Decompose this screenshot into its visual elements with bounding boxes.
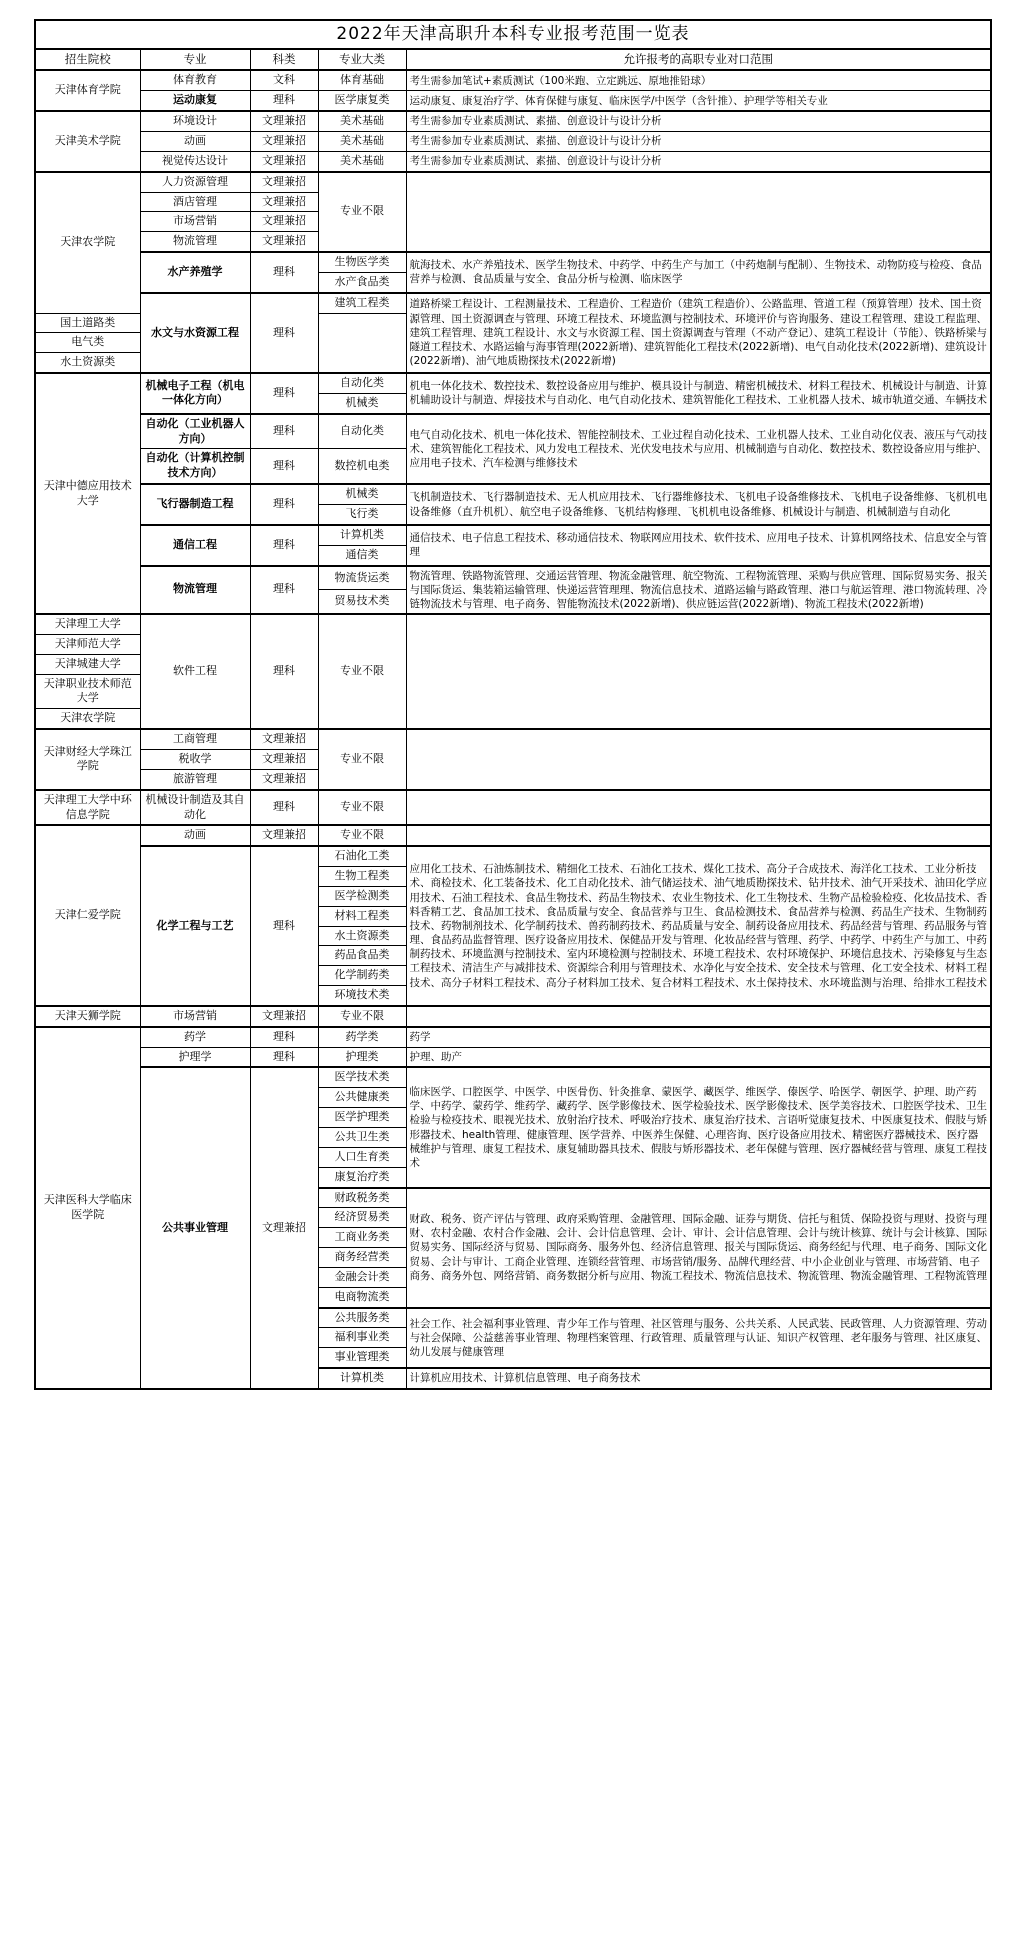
dalei-cell: 药学类 [318,1027,406,1047]
table-row [35,1067,991,1087]
dalei-cell: 美术基础 [318,111,406,131]
dalei-cell: 福利事业类 [318,1328,406,1348]
table-row [35,151,991,171]
range-cell: 社会工作、社会福利事业管理、青少年工作与管理、社区管理与服务、公共关系、人民武装、民政管理、人力资源管理、劳动与社会保障、公益慈善事业管理、物理档案管理、行政管理、质量管理与认证、知识产权管理、老年服务与管理、社区康复、幼儿发展与健康管理 [406,1308,991,1369]
major-cell: 体育教育 [140,70,250,90]
kelei-cell: 理科 [250,414,318,449]
dalei-cell: 护理类 [318,1047,406,1067]
header-school: 招生院校 [35,49,140,71]
dalei-cell: 药品食品类 [318,946,406,966]
range-cell [406,825,991,846]
kelei-cell: 文理兼招 [250,1006,318,1027]
kelei-cell: 文理兼招 [250,1067,318,1389]
table-row [35,111,991,131]
kelei-cell: 理科 [250,525,318,566]
kelei-cell: 理科 [250,293,318,373]
table-row [35,172,991,192]
major-cell: 动画 [140,131,250,151]
dalei-cell: 体育基础 [318,70,406,90]
major-cell: 运动康复 [140,91,250,111]
major-cell: 环境设计 [140,111,250,131]
major-cell: 旅游管理 [140,769,250,789]
dalei-cell: 计算机类 [318,525,406,545]
range-cell: 考生需参加专业素质测试、素描、创意设计与设计分析 [406,131,991,151]
range-cell [406,172,991,252]
kelei-cell: 文理兼招 [250,172,318,192]
dalei-cell: 专业不限 [318,790,406,826]
range-cell: 航海技术、水产养殖技术、医学生物技术、中药学、中药生产与加工（中药炮制与配制）、生物技术、动物防疫与检疫、食品营养与检测、食品质量与安全、食品分析与检测、临床医学 [406,252,991,293]
table-row [35,252,991,272]
dalei-cell: 医学护理类 [318,1108,406,1128]
major-cell: 视觉传达设计 [140,151,250,171]
school-shifan: 天津师范大学 [35,634,140,654]
kelei-cell: 理科 [250,790,318,826]
range-cell: 物流管理、铁路物流管理、交通运营管理、物流金融管理、航空物流、工程物流管理、采购与供应管理、国际贸易实务、报关与国际货运、集装箱运输管理、快递运营管理理、物流信息技术、道路运输与路政管理、港口与航运管理、港口物流转理、冷链物流技术与管理、电子商务、智能物流技术(2022新增)、供应链运营(2022新增)、物流工程技术(2022新增) [406,566,991,615]
page-title: 2022年天津高职升本科专业报考范围一览表 [35,20,991,49]
major-cell: 护理学 [140,1047,250,1067]
school-nongxue: 天津农学院 [35,172,140,313]
kelei-cell: 理科 [250,484,318,525]
dalei-cell: 国土道路类 [35,313,140,333]
major-cell: 市场营销 [140,1006,250,1027]
dalei-cell: 数控机电类 [318,449,406,484]
range-cell: 道路桥梁工程设计、工程测量技术、工程造价、工程造价（建筑工程造价）、公路监理、管道工程（预算管理）技术、国土资源管理、国土资源调查与管理、环境工程技术、环境监测与控制技术、环境评价与咨询服务、建设工程管理、建设工程监理、建筑工程管理、建筑工程设计、水文与水资源工程、国土资源调查与管理（不动产登记）、建筑工程设计（节能）、铁路桥梁与隧道工程技术、水路运输与海事管理(2022新增)、建筑智能化工程技术(2022新增)、电气自动化技术(2022新增)、建筑设计(2022新增)、油气地质勘探技术(2022新增) [406,293,991,373]
dalei-cell: 康复治疗类 [318,1167,406,1187]
table-row [35,825,991,846]
table-row [35,484,991,504]
table-row [35,1047,991,1067]
range-cell: 考生需参加专业素质测试、素描、创意设计与设计分析 [406,151,991,171]
dalei-cell: 专业不限 [318,1006,406,1027]
table-row [35,729,991,749]
dalei-cell: 医学技术类 [318,1067,406,1087]
dalei-cell: 电气类 [35,333,140,353]
table-row [35,131,991,151]
kelei-cell: 文理兼招 [250,749,318,769]
major-cell: 软件工程 [140,614,250,729]
table-row [35,1027,991,1047]
major-cell: 自动化（计算机控制技术方向） [140,449,250,484]
dalei-cell: 工商业务类 [318,1228,406,1248]
dalei-cell: 通信类 [318,545,406,565]
dalei-cell: 水土资源类 [318,926,406,946]
school-renai: 天津仁爱学院 [35,825,140,1006]
dalei-cell: 飞行类 [318,505,406,525]
major-cell: 药学 [140,1027,250,1047]
dalei-cell: 生物工程类 [318,867,406,887]
kelei-cell: 文理兼招 [250,729,318,749]
major-cell: 税收学 [140,749,250,769]
range-cell: 应用化工技术、石油炼制技术、精细化工技术、石油化工技术、煤化工技术、高分子合成技术、海洋化工技术、工业分析技术、商检技术、化工装备技术、化工自动化技术、油气储运技术、油气地质勘探技术、钻井技术、油气开采技术、油田化学应用技术、石油工程技术、食品生物技术、药品生物技术、农业生物技术、化工生物技术、生物产品检验检疫、化妆品技术、香料香精工艺、食品加工技术、食品质量与安全、食品营养与卫生、食品检测技术、食品营养与检测、药品生产技术、生物制药技术、药物制剂技术、化学制药技术、兽药制药技术、药品质量与安全、制药设备应用技术、药品经营与管理、药品服务与管理、食品药品监督管理、医疗设备应用技术、保健品开发与管理、化妆品经营与管理、药学、中药学、中药生产与加工、中药制药技术、环境监测与控制技术、室内环境检测与控制技术、环境工程技术、农村环境保护、环境信息技术、污染修复与生态工程技术、清洁生产与减排技术、资源综合利用与管理技术、水净化与安全技术、安全技术与管理、化工安全技术、材料工程技术、高分子材料工程技术、高分子材料加工技术、复合材料工程技术、水土保持技术、水环境监测与治理、给排水工程技术 [406,846,991,1006]
school-caijing-zhujiang: 天津财经大学珠江学院 [35,729,140,790]
table-row [35,414,991,449]
major-cell: 物流管理 [140,566,250,615]
header-kelei: 科类 [250,49,318,71]
table-row [35,70,991,90]
dalei-cell: 贸易技术类 [318,590,406,614]
dalei-cell: 物流货运类 [318,566,406,590]
kelei-cell: 理科 [250,373,318,414]
table-title-row [35,20,991,49]
school-zhongde: 天津中德应用技术大学 [35,373,140,614]
dalei-cell: 专业不限 [318,614,406,729]
kelei-cell: 理科 [250,566,318,615]
school-yike-linchuang: 天津医科大学临床医学院 [35,1027,140,1389]
dalei-cell: 医学检测类 [318,886,406,906]
school-ligong: 天津理工大学 [35,614,140,634]
major-cell: 水文与水资源工程 [140,293,250,373]
dalei-cell: 计算机类 [318,1368,406,1389]
major-cell: 水产养殖学 [140,252,250,293]
kelei-cell: 文理兼招 [250,825,318,846]
major-cell: 飞行器制造工程 [140,484,250,525]
kelei-cell: 文理兼招 [250,232,318,252]
table-row [35,293,991,313]
dalei-cell: 材料工程类 [318,906,406,926]
table-row [35,91,991,111]
range-cell [406,1006,991,1027]
table-row [35,525,991,545]
dalei-cell: 专业不限 [318,172,406,252]
kelei-cell: 理科 [250,1047,318,1067]
school-ligong-zhonghuan: 天津理工大学中环信息学院 [35,790,140,826]
major-cell: 机械电子工程（机电一体化方向） [140,373,250,414]
range-cell: 通信技术、电子信息工程技术、移动通信技术、物联网应用技术、软件技术、应用电子技术、计算机网络技术、信息安全与管理 [406,525,991,566]
dalei-cell: 自动化类 [318,373,406,393]
major-cell: 通信工程 [140,525,250,566]
kelei-cell: 理科 [250,1027,318,1047]
kelei-cell: 文理兼招 [250,212,318,232]
range-cell: 飞机制造技术、飞行器制造技术、无人机应用技术、飞行器维修技术、飞机电子设备维修技术、飞机电子设备维修、飞机机电设备维修（直升机机）、航空电子设备维修、飞机结构修理、飞机机电设备维修、机械设计与制造、机械制造与自动化 [406,484,991,525]
major-cell: 市场营销 [140,212,250,232]
kelei-cell: 文理兼招 [250,131,318,151]
dalei-cell: 金融会计类 [318,1267,406,1287]
kelei-cell: 文理兼招 [250,111,318,131]
header-dalei: 专业大类 [318,49,406,71]
dalei-cell: 商务经营类 [318,1248,406,1268]
dalei-cell: 水土资源类 [35,353,140,373]
kelei-cell: 理科 [250,91,318,111]
table-row [35,790,991,826]
range-cell: 药学 [406,1027,991,1047]
major-cell: 机械设计制造及其自动化 [140,790,250,826]
header-major: 专业 [140,49,250,71]
dalei-cell: 环境技术类 [318,986,406,1006]
range-cell [406,729,991,790]
table-header-row [35,49,991,71]
range-cell: 电气自动化技术、机电一体化技术、智能控制技术、工业过程自动化技术、工业机器人技术、工业自动化仪表、液压与气动技术、建筑智能化工程技术、风力发电工程技术、光伏发电技术与应用、机械制造与自动化、数控技术、数控设备应用与维护、应用电子技术、汽车检测与维修技术 [406,414,991,484]
dalei-cell: 建筑工程类 [318,293,406,313]
dalei-cell: 自动化类 [318,414,406,449]
range-cell: 运动康复、康复治疗学、体育保健与康复、临床医学/中医学（含针推）、护理学等相关专业 [406,91,991,111]
school-zhiyeshifan: 天津职业技术师范大学 [35,674,140,709]
dalei-cell: 公共健康类 [318,1088,406,1108]
dalei-cell: 人口生育类 [318,1147,406,1167]
major-cell: 人力资源管理 [140,172,250,192]
range-cell: 护理、助产 [406,1047,991,1067]
dalei-cell: 公共服务类 [318,1308,406,1328]
kelei-cell: 理科 [250,614,318,729]
dalei-cell: 石油化工类 [318,846,406,866]
school-nongxue2: 天津农学院 [35,709,140,729]
range-cell: 财政、税务、资产评估与管理、政府采购管理、金融管理、国际金融、证券与期货、信托与租赁、保险投资与理财、投资与理财、农村金融、农村合作金融、会计、会计信息管理、会计、审计、会计信息管理、会计与统计核算、统计与会计核算、国际贸易实务、国际经济与贸易、国际商务、服务外包、经济信息管理、报关与国际货运、商务经纪与代理、电子商务、国际文化贸易、会计与审计、工商企业管理、连锁经营管理、市场营销/服务、品牌代理经营、中小企业创业与管理、市场营销、电子商务、商务外包、网络营销、商务数据分析与应用、物流工程技术、物流信息技术、物流管理、物流金融管理、工程物流管理 [406,1188,991,1308]
kelei-cell: 理科 [250,252,318,293]
kelei-cell: 文理兼招 [250,769,318,789]
dalei-cell: 经济贸易类 [318,1208,406,1228]
dalei-cell: 专业不限 [318,825,406,846]
kelei-cell: 理科 [250,846,318,1006]
dalei-cell: 生物医学类 [318,252,406,272]
admission-scope-table [34,19,992,1390]
range-cell [406,790,991,826]
dalei-cell: 化学制药类 [318,966,406,986]
major-cell: 公共事业管理 [140,1067,250,1389]
dalei-cell: 事业管理类 [318,1348,406,1368]
kelei-cell: 文理兼招 [250,151,318,171]
major-cell: 动画 [140,825,250,846]
school-tianshi: 天津天狮学院 [35,1006,140,1027]
range-cell: 机电一体化技术、数控技术、数控设备应用与维护、模具设计与制造、精密机械技术、材料工程技术、机械设计与制造、计算机辅助设计与制造、焊接技术与自动化、电气自动化技术、建筑智能化工程技术、工业机器人技术、城市轨道交通、车辆技术 [406,373,991,414]
range-cell: 考生需参加笔试+素质测试（100米跑、立定跳远、原地推铅球） [406,70,991,90]
dalei-cell: 电商物流类 [318,1287,406,1307]
kelei-cell: 文科 [250,70,318,90]
dalei-cell: 财政税务类 [318,1188,406,1208]
major-cell: 工商管理 [140,729,250,749]
major-cell: 化学工程与工艺 [140,846,250,1006]
dalei-cell: 美术基础 [318,131,406,151]
range-cell: 计算机应用技术、计算机信息管理、电子商务技术 [406,1368,991,1389]
dalei-cell: 公共卫生类 [318,1128,406,1148]
range-cell [406,614,991,729]
dalei-cell: 专业不限 [318,729,406,790]
major-cell: 自动化（工业机器人方向） [140,414,250,449]
major-cell: 酒店管理 [140,192,250,212]
dalei-cell: 机械类 [318,484,406,504]
dalei-cell: 医学康复类 [318,91,406,111]
table-row [35,373,991,393]
school-meishu: 天津美术学院 [35,111,140,172]
kelei-cell: 文理兼招 [250,192,318,212]
table-row [35,846,991,866]
dalei-cell: 水产食品类 [318,272,406,292]
header-range: 允许报考的高职专业对口范围 [406,49,991,71]
school-tiyu: 天津体育学院 [35,70,140,111]
dalei-cell: 机械类 [318,393,406,413]
table-row [35,566,991,590]
table-row [35,614,991,634]
range-cell: 临床医学、口腔医学、中医学、中医骨伤、针灸推拿、蒙医学、藏医学、维医学、傣医学、哈医学、朝医学、护理、助产药学、中药学、蒙药学、维药学、藏药学、医学影像技术、医学检验技术、医学影像技术、医学美容技术、口腔医学技术、卫生检验与检疫技术、眼视光技术、放射治疗技术、呼吸治疗技术、康复治疗技术、言语听觉康复技术、中医康复技术、假肢与矫形器技术、health管理、健康管理、医学营养、中医养生保健、心理咨询、医疗设备应用技术、精密医疗器械技术、医疗器械维护与管理、康复工程技术、康复辅助器具技术、假肢与矫形器技术、老年保健与管理、医疗器械经营与管理、康复工程技术 [406,1067,991,1187]
table-row [35,1006,991,1027]
kelei-cell: 理科 [250,449,318,484]
school-chengjian: 天津城建大学 [35,654,140,674]
dalei-cell: 美术基础 [318,151,406,171]
major-cell: 物流管理 [140,232,250,252]
range-cell: 考生需参加专业素质测试、素描、创意设计与设计分析 [406,111,991,131]
